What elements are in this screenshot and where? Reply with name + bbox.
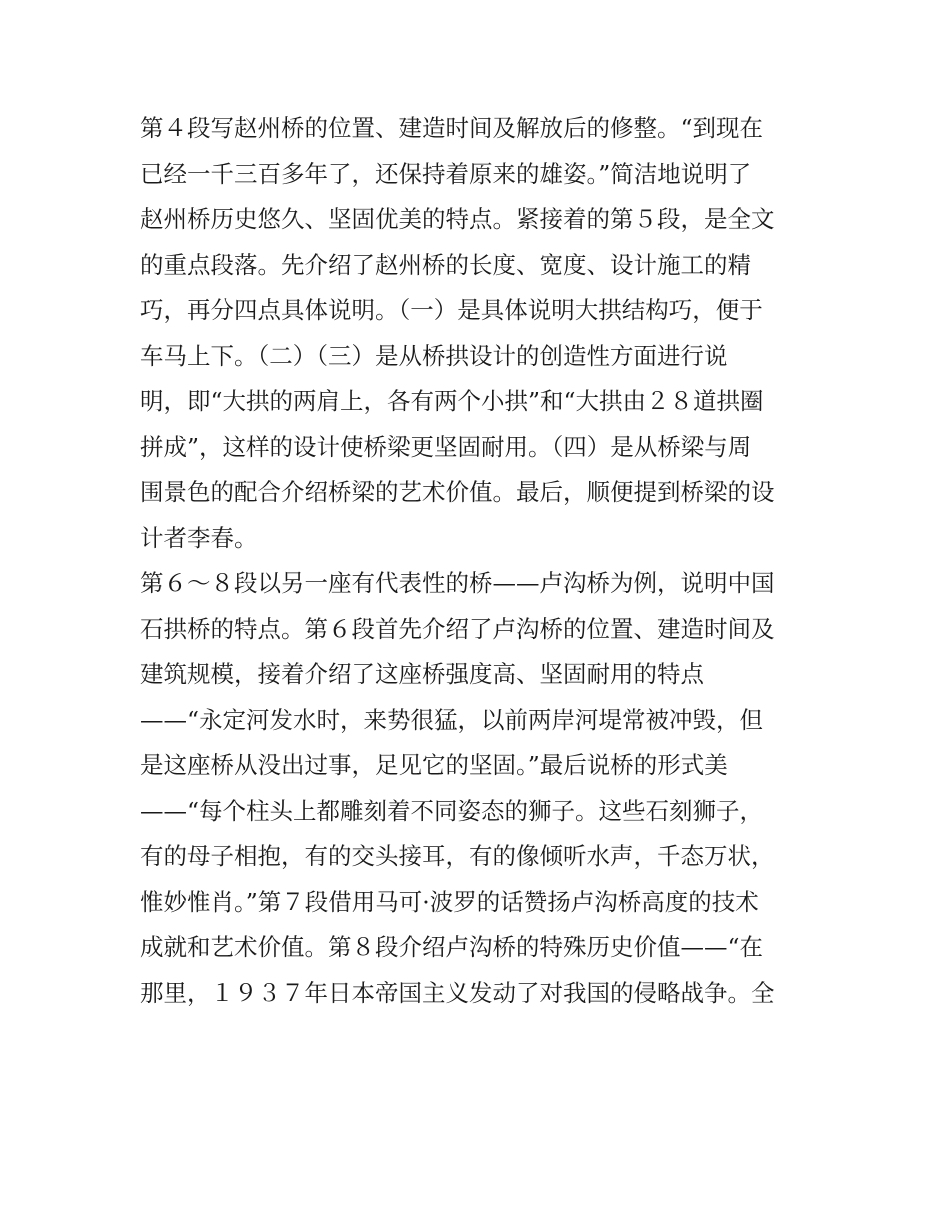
text-line: 有的母子相抱，有的交头接耳，有的像倾听水声，千态万状， [140, 842, 775, 870]
text-line: 第４段写赵州桥的位置、建造时间及解放后的修整。“到现在 [140, 114, 764, 142]
text-line: 明，即“大拱的两肩上，各有两个小拱”和“大拱由２８道拱圈 [140, 387, 764, 415]
text-line: ——“永定河发水时，来势很猛，以前两岸河堤常被冲毁，但 [140, 705, 764, 734]
text-line: 第６～８段以另一座有代表性的桥——卢沟桥为例，说明中国 [140, 569, 775, 597]
text-line: 石拱桥的特点。第６段首先介绍了卢沟桥的位置、建造时间及 [140, 614, 775, 643]
body-text [140, 106, 820, 1016]
text-line: 建筑规模，接着介绍了这座桥强度高、坚固耐用的特点 [140, 660, 704, 688]
text-line: 惟妙惟肖。”第７段借用马可·波罗的话赞扬卢沟桥高度的技术 [140, 887, 759, 916]
text-line: 是这座桥从没出过事，足见它的坚固。”最后说桥的形式美 [140, 751, 728, 779]
text-line: 成就和艺术价值。第８段介绍卢沟桥的特殊历史价值——“在 [140, 933, 764, 961]
text-line: 车马上下。（二）（三）是从桥拱设计的创造性方面进行说 [140, 341, 728, 370]
text-line: 已经一千三百多年了，还保持着原来的雄姿。”简洁地说明了 [140, 159, 752, 188]
text-line: 赵州桥历史悠久、坚固优美的特点。紧接着的第５段，是全文 [140, 205, 775, 233]
text-line: 巧，再分四点具体说明。（一）是具体说明大拱结构巧，便于 [140, 296, 763, 324]
text-line: 的重点段落。先介绍了赵州桥的长度、宽度、设计施工的精 [140, 250, 751, 279]
text-line: ——“每个柱头上都雕刻着不同姿态的狮子。这些石刻狮子， [140, 796, 764, 825]
text-line: 拼成”，这样的设计使桥梁更坚固耐用。（四）是从桥梁与周 [140, 432, 752, 461]
text-line: 计者李春。 [140, 523, 258, 552]
text-line: 围景色的配合介绍桥梁的艺术价值。最后，顺便提到桥梁的设 [140, 478, 775, 506]
text-line: 那里，１９３７年日本帝国主义发动了对我国的侵略战争。全 [140, 978, 775, 1007]
